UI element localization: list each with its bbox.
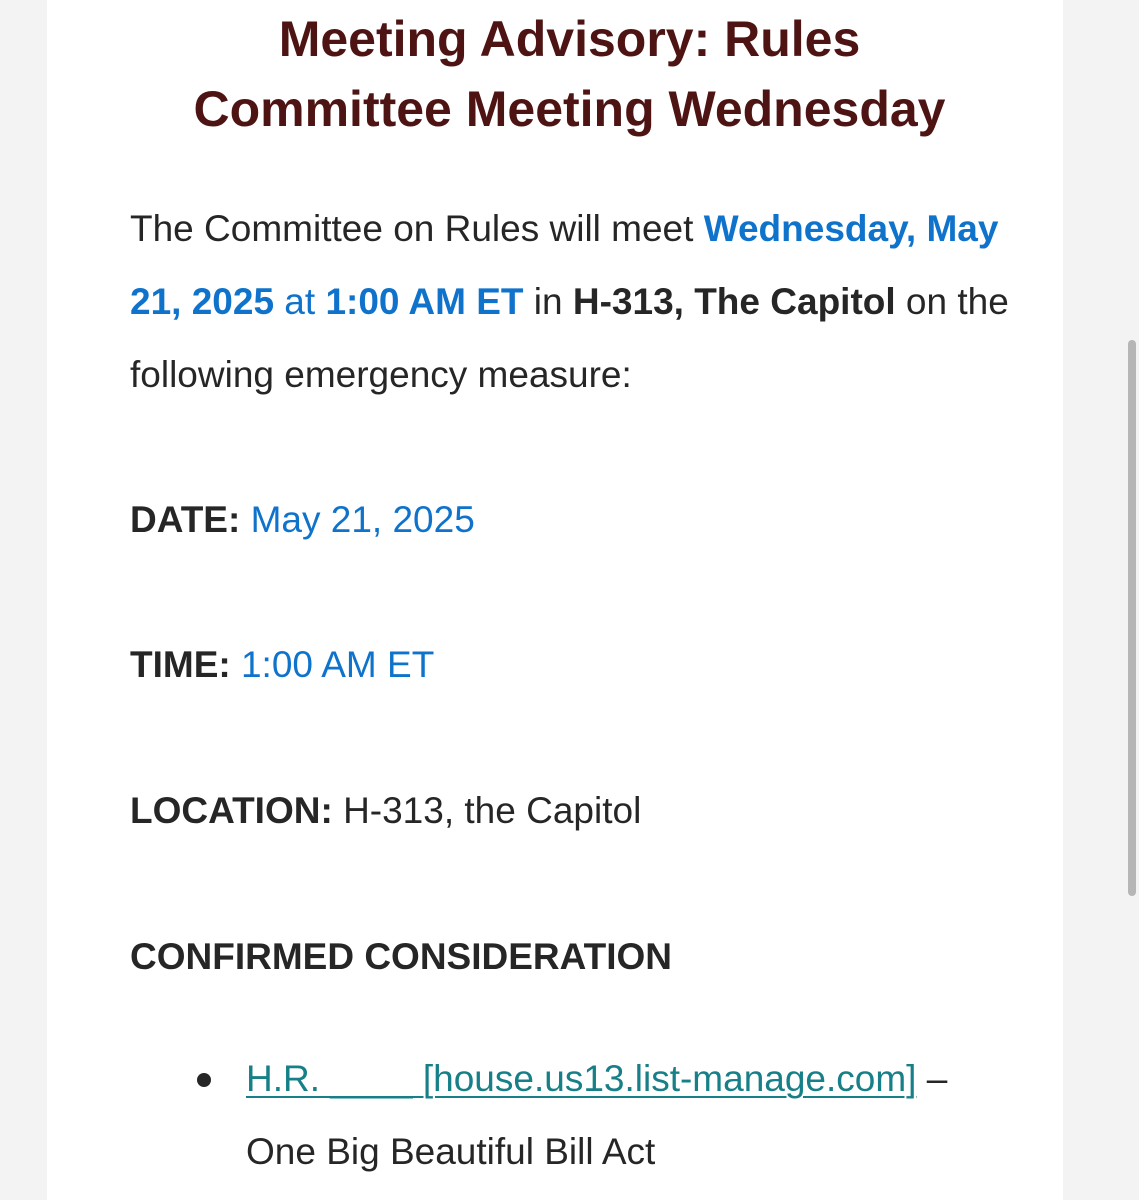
content-card — [47, 0, 1063, 1200]
intro-in: in — [523, 281, 573, 322]
intro-at: at — [274, 281, 326, 322]
time-row — [130, 643, 434, 687]
bill-description: – One Big Beautiful Bill Act — [246, 1058, 948, 1172]
intro-location: H-313, The Capitol — [572, 281, 896, 322]
date-value: May 21, 2025 — [250, 499, 475, 540]
time-value: 1:00 AM ET — [240, 644, 435, 685]
intro-text-after: on the following emergency measure: — [130, 281, 1009, 395]
scrollbar-thumb[interactable] — [1128, 340, 1136, 896]
date-row — [130, 498, 475, 542]
intro-time: 1:00 AM ET — [325, 281, 524, 322]
location-value: H-313, the Capitol — [343, 790, 642, 831]
location-row — [130, 789, 641, 833]
title-line-1: Meeting Advisory: Rules — [278, 11, 861, 67]
confirmed-consideration-heading: CONFIRMED CONSIDERATION — [130, 936, 672, 977]
location-label: LOCATION: — [130, 790, 333, 831]
bill-link[interactable]: H.R. ____ [house.us13.list-manage.com] — [246, 1058, 917, 1099]
time-label: TIME: — [130, 644, 231, 685]
intro-date: Wednesday, May 21, 2025 — [130, 208, 999, 322]
page-title — [0, 4, 1139, 144]
intro-paragraph — [130, 192, 1010, 411]
bill-list-item — [130, 1042, 1010, 1188]
date-label: DATE: — [130, 499, 241, 540]
vertical-scrollbar[interactable] — [1125, 0, 1139, 1200]
title-line-2: Committee Meeting Wednesday — [193, 81, 946, 137]
bill-list — [130, 1042, 1010, 1188]
intro-text-before: The Committee on Rules will meet — [130, 208, 704, 249]
bullet-icon — [197, 1073, 211, 1087]
